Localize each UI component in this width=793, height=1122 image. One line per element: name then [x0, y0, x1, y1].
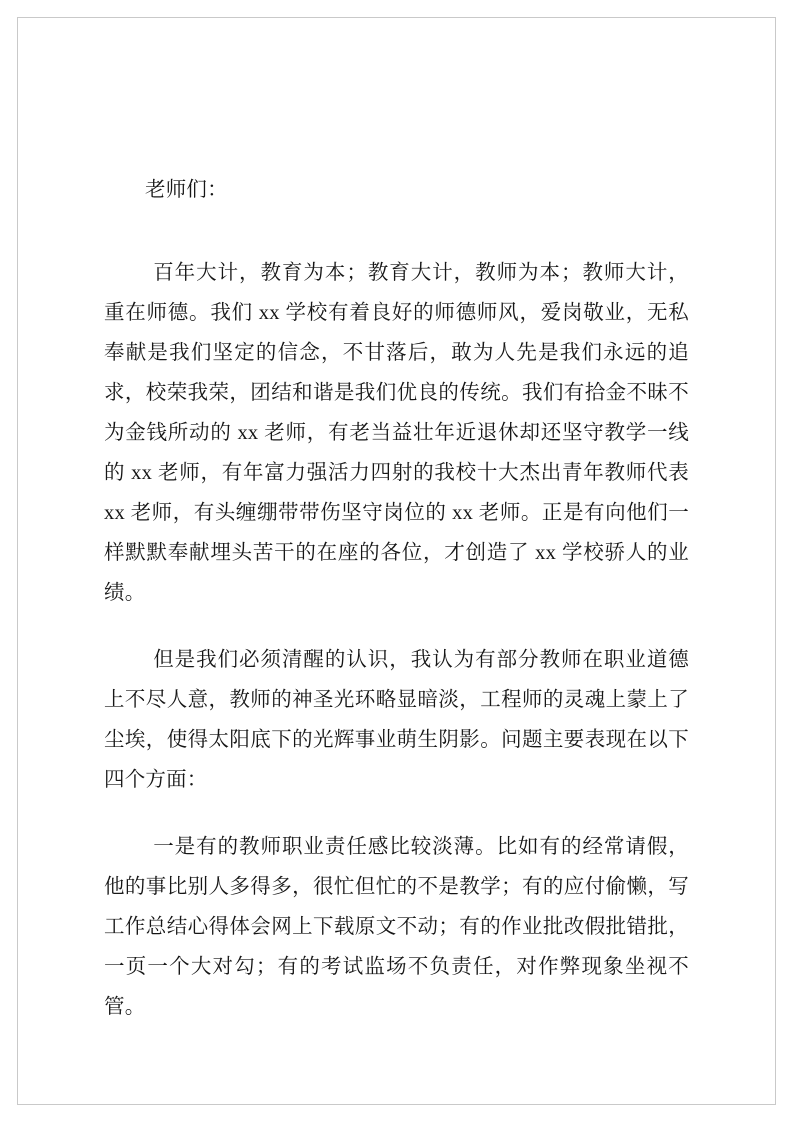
paragraph-salutation: 老师们： — [145, 179, 228, 201]
document-body — [104, 170, 689, 1027]
paragraph-3: 一是有的教师职业责任感比较淡薄。比如有的经常请假，他的事比别人多得多，很忙但忙的不是教学；有的应付偷懒，写工作总结心得体会网上下载原文不动；有的作业批改假批错批，一页一个大对勾；有的考试监场不负责任，对作弊现象坐视不管。 — [104, 836, 689, 1018]
paragraph-2: 但是我们必须清醒的认识，我认为有部分教师在职业道德上不尽人意，教师的神圣光环略显暗淡，工程师的灵魂上蒙上了尘埃，使得太阳底下的光辉事业萌生阴影。问题主要表现在以下四个方面： — [104, 649, 689, 791]
paragraph-1: 百年大计，教育为本；教育大计，教师为本；教师大计，重在师德。我们 xx 学校有着良好的师德师风，爱岗敬业，无私奉献是我们坚定的信念，不甘落后，敢为人先是我们永远的追求，校荣我荣，团结和谐是我们优良的传统。我们有拾金不昧不为金钱所动的 xx 老师，有老当益壮年近退休却还坚守教学一线的 xx 老师，有年富力强活力四射的我校十大杰出青年教师代表 xx 老师，有头缠绷带带伤坚守岗位的 xx 老师。正是有向他们一样默默奉献埋头苦干的在座的各位，才创造了 xx 学校骄人的业绩。 — [104, 262, 689, 604]
